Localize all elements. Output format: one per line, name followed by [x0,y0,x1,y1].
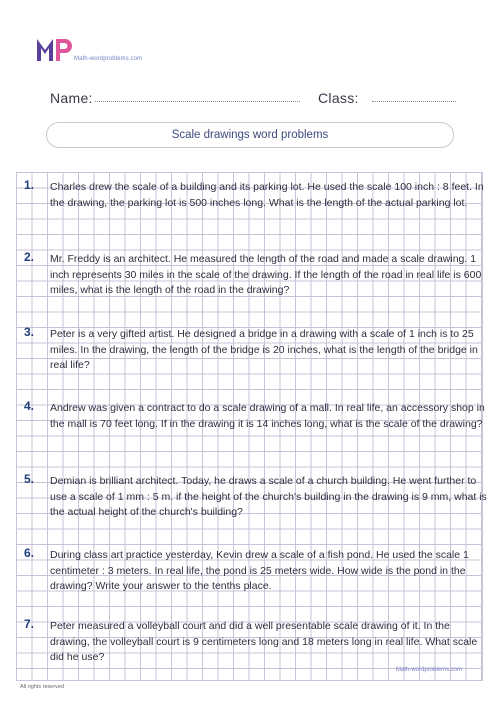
question-number: 6. [24,546,35,560]
question-number: 3. [24,325,35,339]
title-box [46,122,454,148]
question-number: 5. [24,472,35,486]
question-text: Charles drew the scale of a building and its parking lot. He used the scale 100 inch : 8 feet. In the drawing, the parking lot is 500 inches long. What is the length of the actual parking lot. [50,181,484,209]
question-text: Mr. Freddy is an architect. He measured the length of the road and made a scale drawing. 1 inch represents 30 miles in the scale of the drawing. If the length of the road in real life is 600 miles, what is the length of the road in the drawing? [50,253,482,297]
footer-rights: All rights reserved [20,684,65,690]
question-text: Demian is brilliant architect. Today, he draws a scale of a church building. He went further to use a scale of 1 mm : 5 m. if the height of the church's building in the drawing is 9 mm, what is the actual height of the church's building? [50,475,487,519]
mp-logo-icon [36,36,74,62]
class-label: Class: [318,90,359,106]
question-text: Peter is a very gifted artist. He designed a bridge in a drawing with a scale of 1 inch is to 25 miles. In the drawing, the length of the bridge is 20 inches, what is the length of the bridge in real life? [50,328,478,372]
question-text: Andrew was given a contract to do a scale drawing of a mall. In real life, an accessory shop in the mall is 70 feet long. If in the drawing it is 14 inches long, what is the scale of the drawing? [50,402,485,430]
question-number: 4. [24,399,35,413]
question-text: During class art practice yesterday, Kevin drew a scale of a fish pond. He used the scale 1 centimeter : 3 meters. In real life, the pond is 25 meters wide. How wide is the pond in the drawing? Write your answer to the tenths place. [50,549,469,593]
question-number: 7. [24,617,35,631]
page-title: Scale drawings word problems [171,129,329,141]
name-field[interactable] [95,101,300,102]
name-label: Name: [50,90,93,106]
question-number: 2. [24,250,35,264]
logo-site-text: Math-wordproblems.com [74,56,143,62]
class-field[interactable] [372,101,456,102]
question-text: Peter measured a volleyball court and did a well presentable scale drawing of it. In the drawing, the volleyball court is 9 centimeters long and 18 meters long in real life. What scale did he use? [50,620,478,664]
logo [36,36,74,67]
footer-site: Math-wordproblems.com [396,667,463,673]
question-number: 1. [24,178,35,192]
